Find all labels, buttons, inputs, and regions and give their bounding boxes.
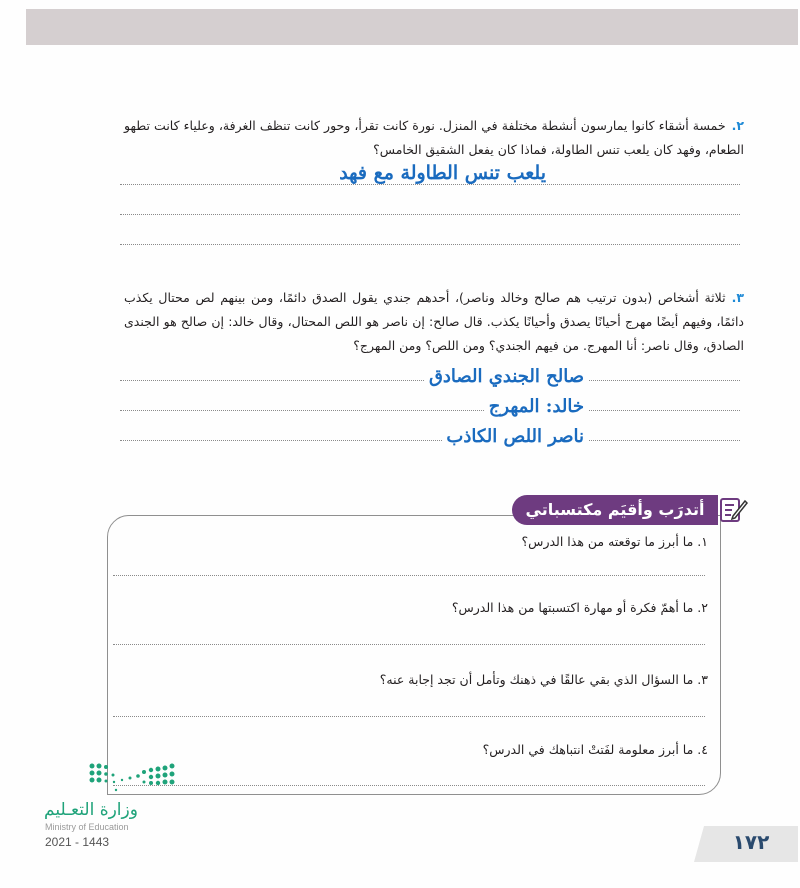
ministry-name-english: Ministry of Education: [45, 822, 129, 832]
item-text: ما أبرز ما توقعته من هذا الدرس؟: [521, 534, 694, 549]
item-text: ما أهمّ فكرة أو مهارة اكتسبتها من هذا الدرس؟: [451, 600, 694, 615]
ministry-logo-icon: [44, 760, 184, 800]
item-number: ١.: [697, 534, 708, 549]
item-text: ما السؤال الذي بقي عالقًا في ذهنك وتأمل أن تجد إجابة عنه؟: [379, 672, 694, 687]
question-text: ثلاثة أشخاص (بدون ترتيب هم صالح وخالد وناصر)، أحدهم جندي يقول الصدق دائمًا، ومن بينهم لص محتال يكذب دائمًا، وفيهم أيضًا مهرج أحيانًا يصدق وأحيانًا يكذب. قال صالح: إن ناصر هو اللص المحتال، وقال خالد: إن صالح هو الجندى الصادق، وقال ناصر: أنا المهرج. من فيهم الجندي؟ ومن اللص؟ ومن المهرج؟: [124, 290, 744, 353]
answer-line: [120, 440, 740, 441]
question-3: [124, 286, 744, 358]
edit-note-icon: [719, 496, 749, 524]
question-2: [124, 114, 744, 162]
answer-text: صالح الجندي الصادق: [425, 366, 588, 387]
section-title: أتدرَب وأقيَم مكتسباتي: [512, 495, 718, 525]
ministry-name-arabic: وزارة التعـليم: [44, 800, 138, 820]
answer-line: [113, 575, 705, 576]
item-text: ما أبرز معلومة لفَتتْ انتباهك في الدرس؟: [482, 742, 694, 757]
section-question-2: [452, 600, 708, 615]
question-text: خمسة أشقاء كانوا يمارسون أنشطة مختلفة في المنزل. نورة كانت تقرأ، وحور كانت تنظف الغرفة، وعلياء كانت تطهو الطعام، وفهد كان يلعب تنس الطاولة، فماذا كان يفعل الشقيق الخامس؟: [124, 118, 744, 157]
question-number: ٢.: [731, 118, 744, 133]
answer-line: [120, 244, 740, 245]
answer-text: خالد: المهرج: [485, 396, 588, 417]
section-question-3: [380, 672, 708, 687]
page-number: ١٧٢: [732, 830, 770, 854]
answer-line: [113, 644, 705, 645]
answer-line: [113, 716, 705, 717]
section-question-4: [483, 742, 708, 757]
answer-text: ناصر اللص الكاذب: [442, 426, 588, 447]
top-banner: [26, 9, 798, 45]
item-number: ٤.: [697, 742, 708, 757]
answer-text: يلعب تنس الطاولة مع فهد: [335, 162, 550, 184]
answer-line: [120, 184, 740, 185]
question-number: ٣.: [731, 290, 744, 305]
edition-year: 2021 - 1443: [45, 835, 110, 849]
answer-line: [120, 214, 740, 215]
section-question-1: [522, 534, 708, 549]
item-number: ٣.: [697, 672, 708, 687]
item-number: ٢.: [697, 600, 708, 615]
answer-line: [113, 785, 705, 786]
answer-line: [120, 410, 740, 411]
